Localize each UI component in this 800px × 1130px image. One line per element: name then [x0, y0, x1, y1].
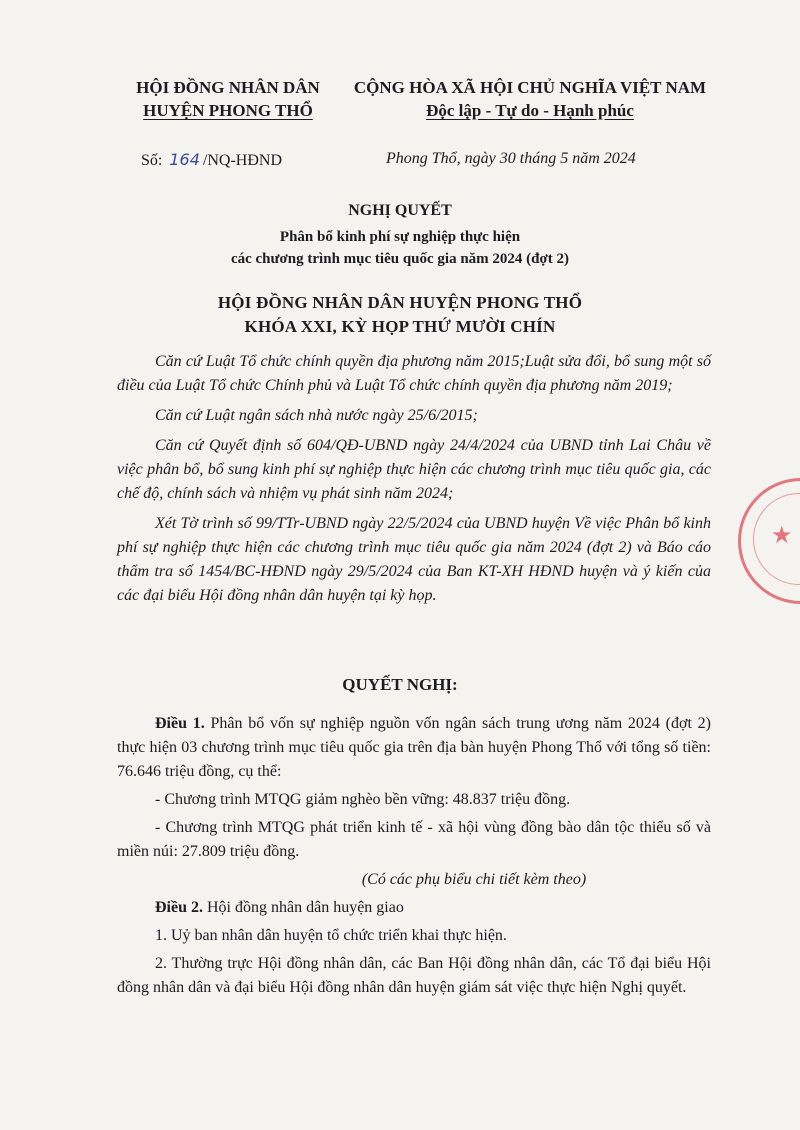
article-2-item: 2. Thường trực Hội đồng nhân dân, các Ban Hội đồng nhân dân, các Tổ đại biểu Hội đồng nhân dân và đại biểu Hội đồng nhân dân huyện giám sát việc thực hiện Nghị quyết.: [117, 955, 711, 996]
resolution-heading: QUYẾT NGHỊ:: [342, 675, 458, 694]
article-1-text: Phân bổ vốn sự nghiệp nguồn vốn ngân sách trung ương năm 2024 (đợt 2) thực hiện 03 chương trình mục tiêu quốc gia trên địa bàn huyện Phong Thổ với tổng số tiền: 76.646 triệu đồng, cụ thể:: [117, 715, 711, 780]
article-2-text: Hội đồng nhân dân huyện giao: [203, 899, 404, 916]
basis-paragraph: Căn cứ Luật ngân sách nhà nước ngày 25/6/2015;: [155, 407, 478, 424]
session-name: KHÓA XXI, KỲ HỌP THỨ MƯỜI CHÍN: [244, 317, 556, 336]
issuing-authority: [118, 76, 338, 122]
basis-paragraph: Căn cứ Luật Tổ chức chính quyền địa phương năm 2015;Luật sửa đổi, bổ sung một số điều của Luật Tổ chức Chính phủ và Luật Tổ chức chính quyền địa phương năm 2019;: [117, 353, 711, 394]
subject-line2: các chương trình mục tiêu quốc gia năm 2024 (đợt 2): [230, 251, 570, 267]
org-name-line1: HỘI ĐỒNG NHÂN DÂN: [136, 78, 320, 97]
number-suffix: /NQ-HĐND: [202, 152, 282, 169]
article-2-label: Điều 2.: [155, 899, 203, 916]
article-1-label: Điều 1.: [155, 715, 205, 732]
document-number: [141, 150, 282, 170]
article-1: [117, 712, 711, 784]
issue-date: Phong Thổ, ngày 30 tháng 5 năm 2024: [386, 150, 636, 167]
appendix-note: (Có các phụ biểu chi tiết kèm theo): [361, 871, 587, 888]
org-name-line2: HUYỆN PHONG THỔ: [143, 101, 313, 120]
star-icon: ★: [771, 521, 793, 549]
national-header: [345, 76, 715, 122]
article-2: [117, 896, 711, 920]
council-heading: [100, 291, 700, 339]
legal-basis: [117, 350, 711, 614]
document-type: NGHỊ QUYẾT: [348, 202, 452, 219]
articles: [117, 712, 711, 1004]
council-name: HỘI ĐỒNG NHÂN DÂN HUYỆN PHONG THỔ: [217, 293, 583, 312]
red-seal-stamp: [738, 478, 800, 604]
subject-line1: Phân bổ kinh phí sự nghiệp thực hiện: [279, 229, 521, 245]
article-2-item: 1. Uỷ ban nhân dân huyện tổ chức triển khai thực hiện.: [155, 927, 507, 944]
handwritten-number: 164: [169, 150, 200, 169]
article-1-item: - Chương trình MTQG phát triển kinh tế - xã hội vùng đồng bào dân tộc thiểu số và miền núi: 27.809 triệu đồng.: [117, 819, 711, 860]
country-name: CỘNG HÒA XÃ HỘI CHỦ NGHĨA VIỆT NAM: [353, 78, 707, 97]
basis-paragraph: Căn cứ Quyết định số 604/QĐ-UBND ngày 24/4/2024 của UBND tỉnh Lai Châu về việc phân bổ, bổ sung kinh phí sự nghiệp thực hiện các chương trình mục tiêu quốc gia, các chế độ, chính sách và nhiệm vụ phát sinh năm 2024;: [117, 437, 711, 502]
document-subject: [100, 226, 700, 270]
article-1-item: - Chương trình MTQG giảm nghèo bền vững: 48.837 triệu đồng.: [155, 791, 571, 808]
national-motto: Độc lập - Tự do - Hạnh phúc: [426, 101, 634, 120]
basis-paragraph: Xét Tờ trình số 99/TTr-UBND ngày 22/5/2024 của UBND huyện Về việc Phân bổ kinh phí sự nghiệp thực hiện các chương trình mục tiêu quốc gia năm 2024 (đợt 2) và Báo cáo thẩm tra số 1454/BC-HĐND ngày 29/5/2024 của Ban KT-XH HĐND huyện và ý kiến của các đại biểu Hội đồng nhân dân huyện tại kỳ họp.: [117, 515, 711, 604]
number-prefix: Số:: [141, 152, 163, 169]
